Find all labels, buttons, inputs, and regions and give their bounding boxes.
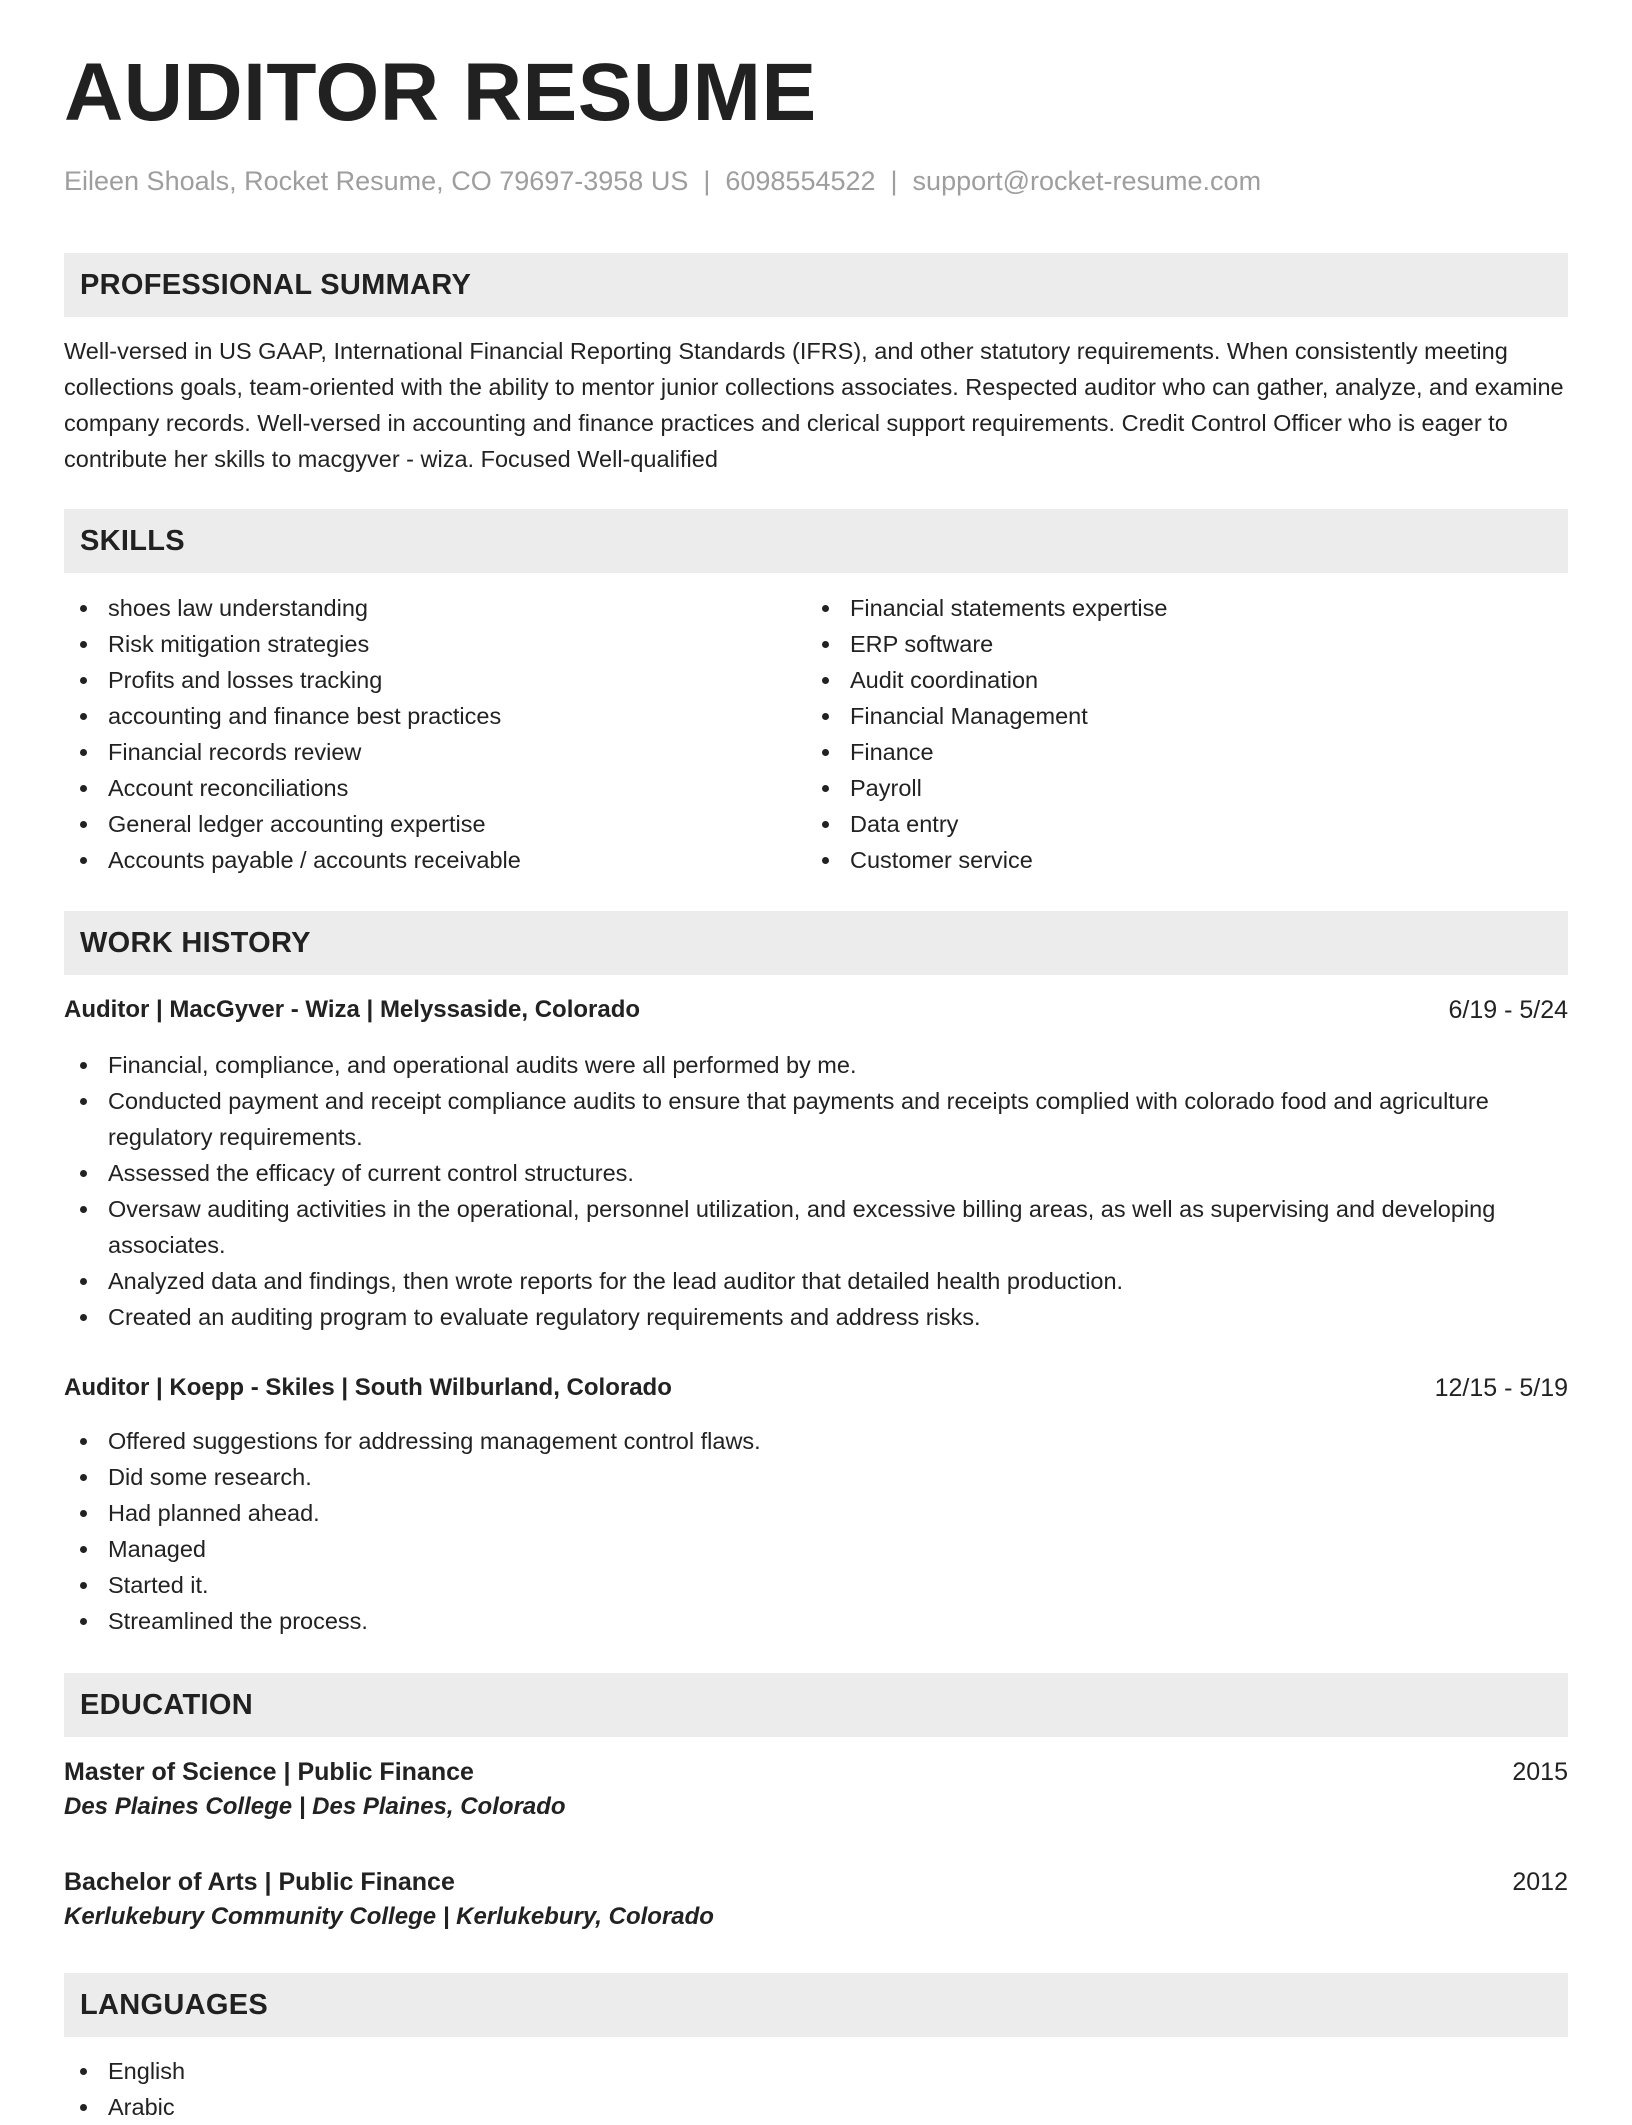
skill-item: Customer service [806, 842, 1546, 878]
skill-item: Payroll [806, 770, 1546, 806]
skill-item: accounting and finance best practices [64, 698, 804, 734]
contact-separator: | [890, 166, 898, 196]
education-section-header [64, 1673, 1568, 1737]
job-bullet: Oversaw auditing activities in the operational, personnel utilization, and excessive billing areas, as well as supervising and developing associates. [64, 1191, 1568, 1263]
languages-list [64, 2053, 1568, 2125]
job-bullet: Financial, compliance, and operational audits were all performed by me. [64, 1047, 1568, 1083]
contact-line [64, 168, 1261, 195]
skill-item: ERP software [806, 626, 1546, 662]
contact-email[interactable]: support@rocket-resume.com [912, 166, 1262, 196]
skills-section-header [64, 509, 1568, 573]
education-year: 2015 [1512, 1757, 1568, 1786]
education-heading: EDUCATION [80, 1688, 253, 1721]
job-header [64, 1370, 1568, 1406]
job-dates: 12/15 - 5/19 [1434, 1373, 1568, 1402]
skills-list-left [64, 590, 804, 878]
contact-phone: 6098554522 [725, 166, 876, 196]
skill-item: General ledger accounting expertise [64, 806, 804, 842]
skills-list-right [806, 590, 1546, 878]
languages-heading: LANGUAGES [80, 1988, 268, 2021]
education-entry-header [64, 1864, 1568, 1900]
skill-item: Financial Management [806, 698, 1546, 734]
education-school: Des Plaines College | Des Plaines, Colorado [64, 1793, 566, 1820]
languages-section-header [64, 1973, 1568, 2037]
skill-item: Account reconciliations [64, 770, 804, 806]
job-bullet: Did some research. [64, 1459, 1568, 1495]
summary-section-header [64, 253, 1568, 317]
skills-right-column [806, 590, 1546, 878]
resume-title: AUDITOR RESUME [64, 47, 817, 138]
contact-separator: | [703, 166, 711, 196]
skill-item: Accounts payable / accounts receivable [64, 842, 804, 878]
job-bullet: Managed [64, 1531, 1568, 1567]
summary-heading: PROFESSIONAL SUMMARY [80, 268, 472, 301]
contact-address: Eileen Shoals, Rocket Resume, CO 79697-3958 US [64, 166, 689, 196]
skill-item: Financial records review [64, 734, 804, 770]
education-entry-header [64, 1754, 1568, 1790]
summary-text: Well-versed in US GAAP, International Financial Reporting Standards (IFRS), and other statutory requirements. When consistently meeting collections goals, team-oriented with the ability to mentor junior collections associates. Respected auditor who can gather, analyze, and examine company records. Well-versed in accounting and finance practices and clerical support requirements. Credit Control Officer who is eager to contribute her skills to macgyver - wiza. Focused Well-qualified [64, 338, 1564, 472]
education-school: Kerlukebury Community College | Kerlukebury, Colorado [64, 1903, 714, 1930]
skills-left-column [64, 590, 804, 878]
job-dates: 6/19 - 5/24 [1448, 995, 1568, 1024]
work-heading: WORK HISTORY [80, 926, 311, 959]
skill-item: shoes law understanding [64, 590, 804, 626]
job-bullet: Started it. [64, 1567, 1568, 1603]
job-bullet: Conducted payment and receipt compliance audits to ensure that payments and receipts complied with colorado food and agriculture regulatory requirements. [64, 1083, 1568, 1155]
language-item: English [64, 2053, 1568, 2089]
job-bullets [64, 1047, 1568, 1335]
job-header [64, 992, 1568, 1028]
job-title: Auditor | MacGyver - Wiza | Melyssaside, Colorado [64, 996, 641, 1023]
job-title: Auditor | Koepp - Skiles | South Wilburland, Colorado [64, 1374, 672, 1401]
skill-item: Finance [806, 734, 1546, 770]
skill-item: Data entry [806, 806, 1546, 842]
skills-heading: SKILLS [80, 524, 185, 557]
skill-item: Profits and losses tracking [64, 662, 804, 698]
job-bullet: Had planned ahead. [64, 1495, 1568, 1531]
work-section-header [64, 911, 1568, 975]
education-degree: Bachelor of Arts | Public Finance [64, 1867, 455, 1896]
skill-item: Financial statements expertise [806, 590, 1546, 626]
job-bullet: Assessed the efficacy of current control structures. [64, 1155, 1568, 1191]
job-bullet: Streamlined the process. [64, 1603, 1568, 1639]
job-bullet: Analyzed data and findings, then wrote reports for the lead auditor that detailed health production. [64, 1263, 1568, 1299]
job-bullets [64, 1423, 1568, 1639]
skill-item: Risk mitigation strategies [64, 626, 804, 662]
job-bullet: Offered suggestions for addressing management control flaws. [64, 1423, 1568, 1459]
skill-item: Audit coordination [806, 662, 1546, 698]
language-item: Arabic [64, 2089, 1568, 2125]
job-bullet: Created an auditing program to evaluate regulatory requirements and address risks. [64, 1299, 1568, 1335]
education-degree: Master of Science | Public Finance [64, 1757, 474, 1786]
education-year: 2012 [1512, 1867, 1568, 1896]
